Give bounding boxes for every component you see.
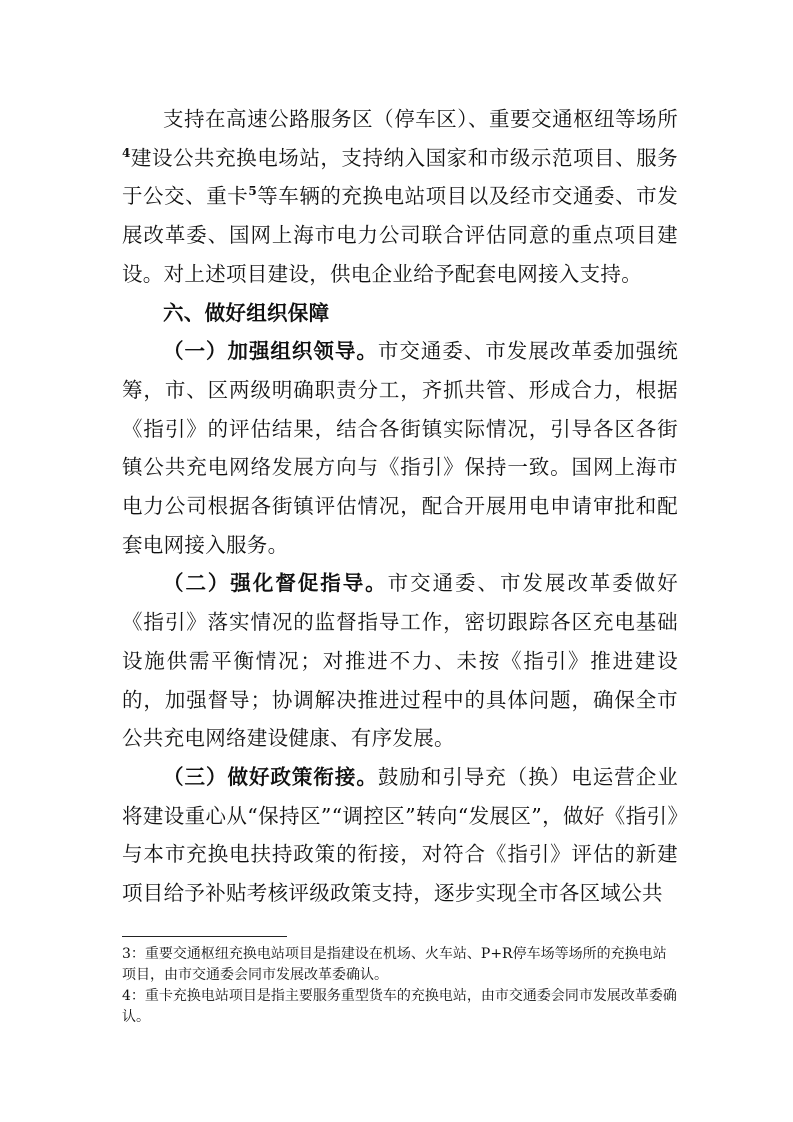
paragraph-text: 建设公共充换电场站，支持纳入国家和市级示范项目、服务于公交、重卡 <box>122 145 678 209</box>
paragraph-text: 支持在高速公路服务区（停车区）、重要交通枢纽等场所 <box>163 107 678 131</box>
footnote-ref[interactable]: 4 <box>122 145 131 160</box>
footnote-ref[interactable]: 5 <box>248 184 257 199</box>
footnote-3: 3：重要交通枢纽充换电站项目是指建设在机场、火车站、P+R停车场等场所的充换电站项目，由市交通委会同市发展改革委确认。 <box>122 946 667 983</box>
footnotes <box>122 944 678 1028</box>
paragraph-policy <box>122 758 678 913</box>
paragraph-charging-projects <box>122 100 678 294</box>
paragraph-text: 市交通委、市发展改革委做好《指引》落实情况的监督指导工作，密切跟踪各区充电基础设施供需平衡情况；对推进不力、未按《指引》推进建设的，加强督导；协调解决推进过程中的具体问题，确保全市公共充电网络建设健康、有序发展。 <box>122 571 678 751</box>
paragraph-text: 等车辆的充换电站项目以及经市交通委、市发展改革委、国网上海市电力公司联合评估同意的重点项目建设。对上述项目建设，供电企业给予配套电网接入支持。 <box>122 184 678 286</box>
body-text <box>122 100 678 913</box>
paragraph-supervision <box>122 564 678 758</box>
paragraph-organization <box>122 332 678 564</box>
footnote-4: 4：重卡充换电站项目是指主要服务重型货车的充换电站，由市交通委会同市发展改革委确认。 <box>122 988 677 1025</box>
paragraph-lead: （三）做好政策衔接。 <box>163 764 378 789</box>
paragraph-text: 市交通委、市发展改革委加强统筹，市、区两级明确职责分工，齐抓共管、形成合力，根据《指引》的评估结果，结合各街镇实际情况，引导各区各街镇公共充电网络发展方向与《指引》保持一致。国网上海市电力公司根据各街镇评估情况，配合开展用电申请审批和配套电网接入服务。 <box>122 339 679 557</box>
section-heading: 六、做好组织保障 <box>163 300 330 325</box>
paragraph-text: 鼓励和引导充（换）电运营企业将建设重心从“保持区”“调控区”转向“发展区”，做好《指引》与本市充换电扶持政策的衔接，对符合《指引》评估的新建项目给予补贴考核评级政策支持，逐步实现全市各区域公共 <box>122 764 679 906</box>
paragraph-lead: （二）强化督促指导。 <box>163 571 388 596</box>
footnote-divider <box>122 936 287 937</box>
paragraph-lead: （一）加强组织领导。 <box>163 339 378 364</box>
